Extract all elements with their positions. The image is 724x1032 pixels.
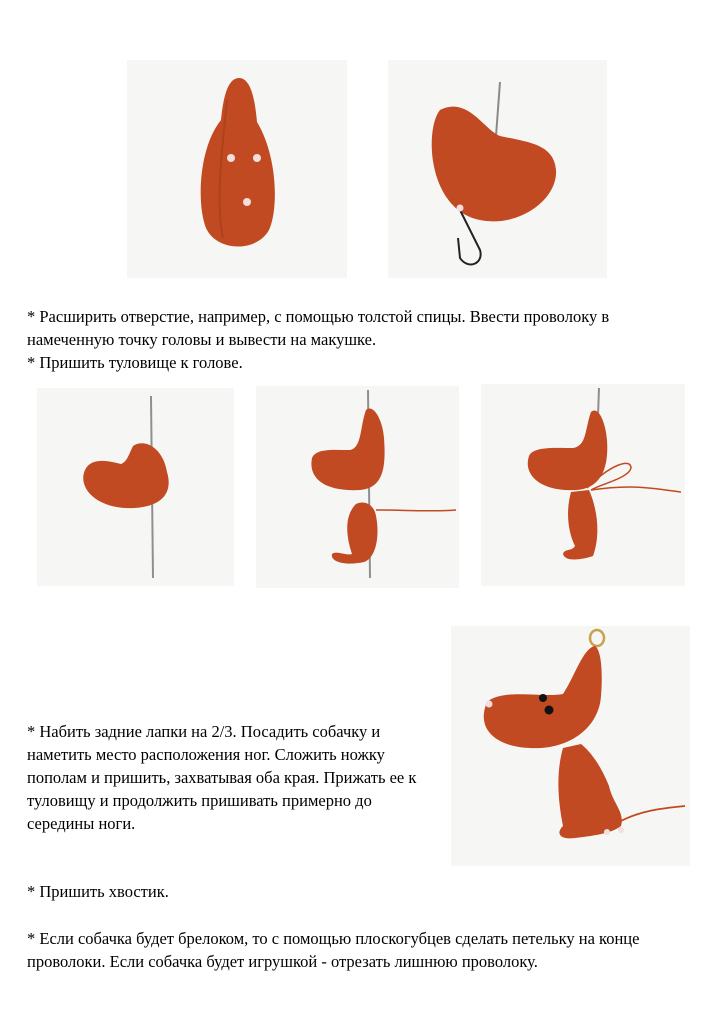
crochet-head-sewn-icon	[481, 384, 685, 586]
crochet-head-front-icon	[127, 60, 347, 278]
instruction-block-4	[27, 927, 707, 973]
crochet-dog-finished-icon	[451, 626, 690, 866]
photo-head-side	[388, 60, 607, 278]
instruction-line: наметить место расположения ног. Сложить ножку	[27, 745, 385, 764]
instruction-line: * Если собачка будет брелоком, то с помощью плоскогубцев сделать петельку на конце	[27, 929, 640, 948]
instruction-line: пополам и пришить, захватывая оба края. Прижать ее к	[27, 768, 417, 787]
photo-head-and-body	[256, 386, 459, 588]
instruction-line: середины ноги.	[27, 814, 136, 833]
photo-head-on-needle	[37, 388, 234, 586]
instruction-block-3	[27, 880, 427, 903]
photo-head-sewn-to-body	[481, 384, 685, 586]
instruction-line: туловищу и продолжить пришивать примерно до	[27, 791, 372, 810]
instruction-block-1	[27, 305, 697, 374]
instruction-block-2	[27, 720, 447, 835]
instruction-line: * Пришить хвостик.	[27, 882, 169, 901]
crochet-head-and-body-icon	[256, 386, 459, 588]
instruction-line: намеченную точку головы и вывести на макушке.	[27, 330, 377, 349]
photo-finished-dog	[451, 626, 690, 866]
instruction-line: * Расширить отверстие, например, с помощью толстой спицы. Ввести проволоку в	[27, 307, 610, 326]
instruction-line: * Набить задние лапки на 2/3. Посадить собачку и	[27, 722, 381, 741]
photo-head-front	[127, 60, 347, 278]
instruction-line: проволоки. Если собачка будет игрушкой - отрезать лишнюю проволоку.	[27, 952, 538, 971]
crochet-head-on-needle-icon	[37, 388, 234, 586]
instruction-line: * Пришить туловище к голове.	[27, 353, 243, 372]
crochet-head-side-icon	[388, 60, 607, 278]
